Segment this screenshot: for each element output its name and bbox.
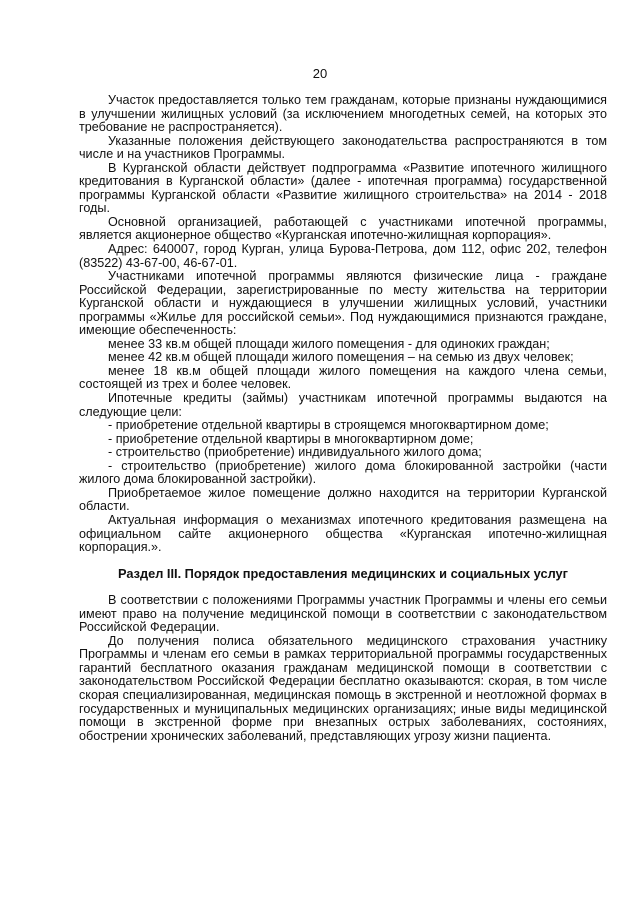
paragraph: В соответствии с положениями Программы участник Программы и члены его семьи имеют право на получение медицинской помощи в соответствии с законодательством Российской Федерации.	[79, 593, 607, 635]
list-item: - приобретение отдельной квартиры в строящемся многоквартирном доме;	[108, 418, 549, 433]
paragraph: Приобретаемое жилое помещение должно находится на территории Курганской области.	[79, 485, 607, 514]
paragraph: Актуальная информация о механизмах ипотечного кредитования размещена на официальном сайте акционерного общества «Курганская ипотечно-жилищная корпорация.».	[79, 512, 607, 555]
list-item: - строительство (приобретение) жилого дома блокированной застройки (части жилого дома блокированной застройки).	[79, 458, 607, 487]
paragraph: Участниками ипотечной программы являются физические лица - граждане Российской Федерации, зарегистрированные по месту жительства на территории Курганской области и нуждающиеся в улучшении жилищных условий, участники программы «Жилье для российской семьи». Под нуждающимися признаются граждане, имеющие обеспеченность:	[79, 269, 607, 338]
list-item: менее 42 кв.м общей площади жилого помещения – на семью из двух человек;	[108, 350, 574, 365]
paragraph: Ипотечные кредиты (займы) участникам ипотечной программы выдаются на следующие цели:	[79, 391, 607, 419]
paragraph: Адрес: 640007, город Курган, улица Бурова-Петрова, дом 112, офис 202, телефон (83522) 43-67-00, 46-67-01.	[79, 242, 607, 270]
paragraph: Основной организацией, работающей с участниками ипотечной программы, является акционерное общество «Курганская ипотечно-жилищная корпорация».	[79, 214, 607, 243]
page-number: 20	[312, 66, 328, 81]
list-item: менее 18 кв.м общей площади жилого помещения на каждого члена семьи, состоящей из трех и более человек.	[79, 363, 607, 392]
section-heading: Раздел III. Порядок предоставления медицинских и социальных услуг	[117, 565, 568, 581]
text-block-before-heading	[79, 94, 607, 555]
document-body	[79, 94, 607, 743]
paragraph: Участок предоставляется только тем гражданам, которые признаны нуждающимися в улучшении жилищных условий (за исключением многодетных семей, на которых это требование не распространяется).	[79, 93, 607, 135]
list-item: менее 33 кв.м общей площади жилого помещения - для одиноких граждан;	[108, 336, 550, 351]
paragraph: В Курганской области действует подпрограмма «Развитие ипотечного жилищного кредитования в Курганской области» (далее - ипотечная программа) государственной программы Курганской области «Развитие жилищного строительства» на 2014 - 2018 годы.	[79, 160, 607, 216]
text-block-after-heading	[79, 594, 607, 743]
list-item: - приобретение отдельной квартиры в многоквартирном доме;	[108, 431, 474, 446]
paragraph: До получения полиса обязательного медицинского страхования участнику Программы и членам его семьи в рамках территориальной программы государственных гарантий бесплатного оказания гражданам медицинской помощи в соответствии с законодательством Российской Федерации бесплатно оказываются: скорая, в том числе скорая специализированная, медицинская помощь в экстренной и неотложной формах в государственных и муниципальных медицинских организациях; иные виды медицинской помощи в экстренной форме при внезапных острых заболеваниях, состояниях, обострении хронических заболеваний, представляющих угрозу жизни пациента.	[79, 633, 607, 743]
paragraph: Указанные положения действующего законодательства распространяются в том числе и на участников Программы.	[79, 133, 607, 162]
list-item: - строительство (приобретение) индивидуального жилого дома;	[108, 445, 482, 460]
